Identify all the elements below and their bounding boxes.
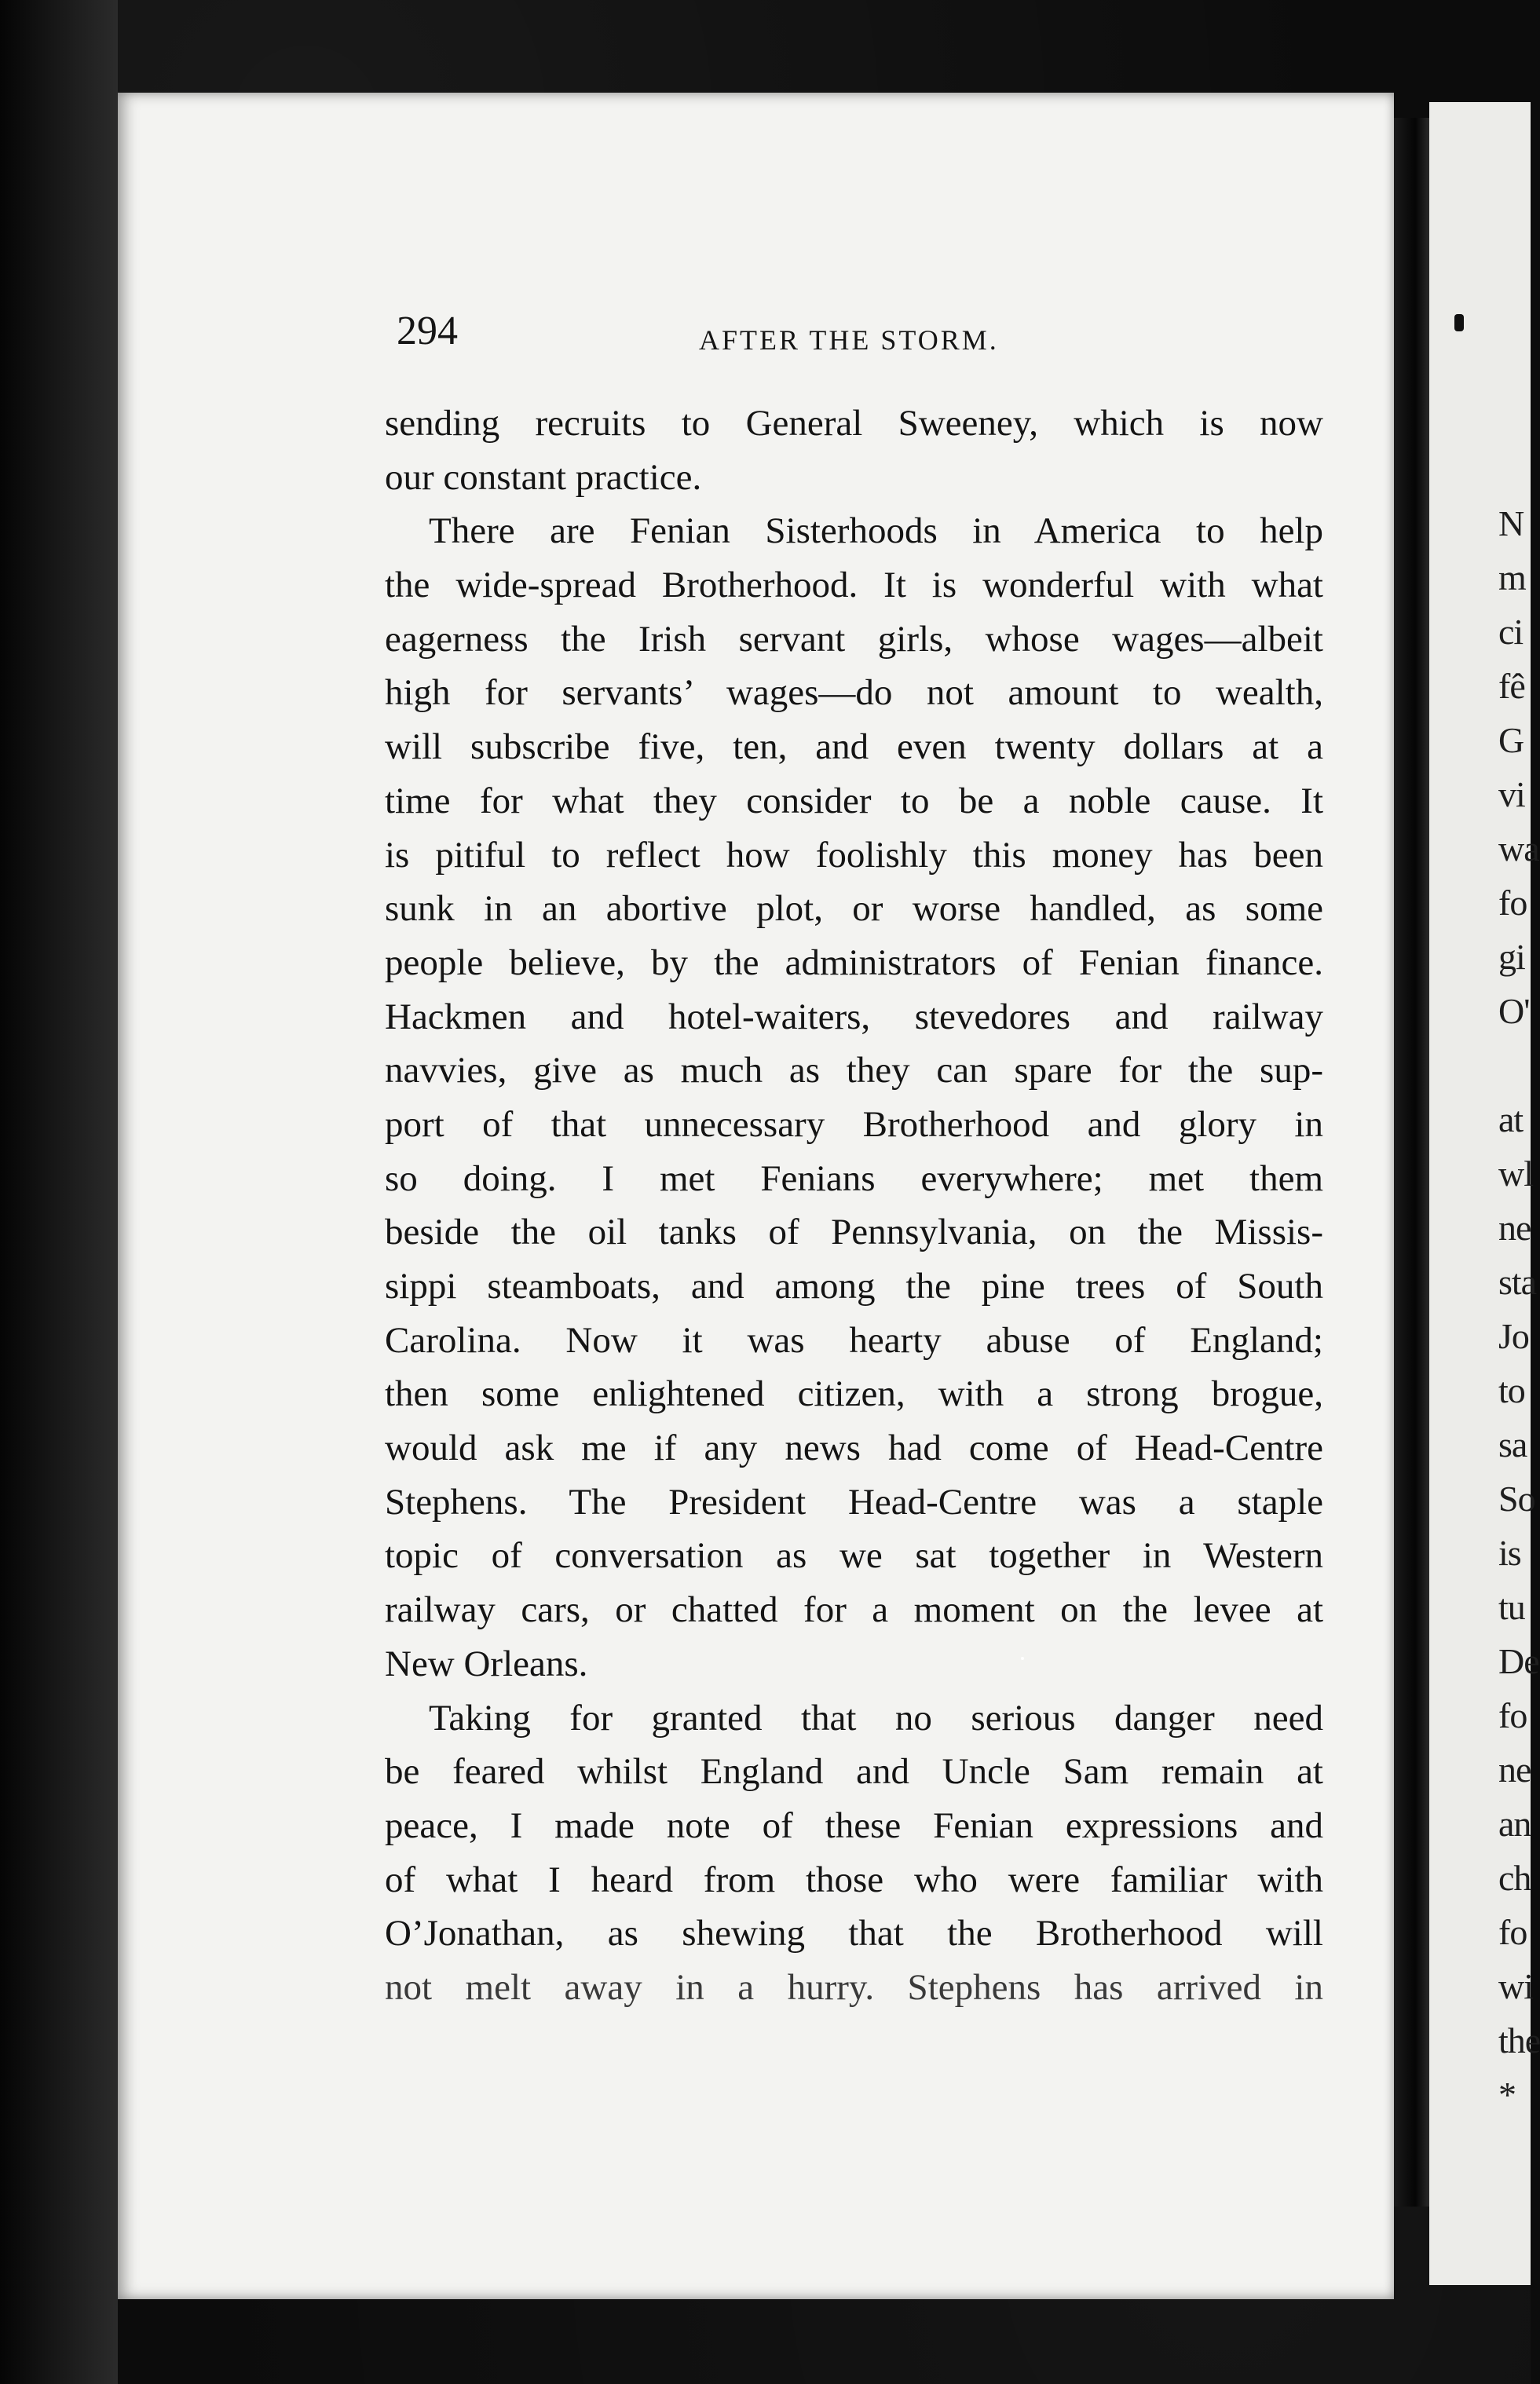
text-line: high for servants’ wages—do not amount to wealth, [385, 672, 1323, 714]
text-line: Taking for granted that no serious danger need [429, 1697, 1323, 1739]
facing-page-fragment: m [1498, 558, 1526, 598]
text-line: beside the oil tanks of Pennsylvania, on the Missis- [385, 1212, 1323, 1253]
facing-page-fragment: fo [1498, 1912, 1527, 1952]
text-line: sunk in an abortive plot, or worse handled, as some [385, 888, 1323, 930]
text-line: sending recruits to General Sweeney, which is now [385, 403, 1323, 444]
text-line: of what I heard from those who were familiar with [385, 1859, 1323, 1900]
facing-page-fragment: wa [1498, 828, 1539, 868]
page-gutter [1394, 118, 1429, 2207]
facing-page-fragment: tu [1498, 1587, 1525, 1627]
text-line: Carolina. Now it was hearty abuse of England; [385, 1319, 1323, 1361]
body-text [385, 397, 1323, 2015]
text-line: railway cars, or chatted for a moment on the levee at [385, 1589, 1323, 1631]
facing-page-fragment: gi [1498, 937, 1525, 977]
facing-page-fragment: De [1498, 1641, 1539, 1681]
facing-page-fragment: So [1498, 1479, 1535, 1519]
facing-page-fragment: fo [1498, 1695, 1527, 1735]
text-line: not melt away in a hurry. Stephens has arrived in [385, 1966, 1323, 2008]
facing-page-fragment: ne [1498, 1208, 1531, 1248]
facing-page-fragment: at [1498, 1099, 1524, 1139]
text-line: navvies, give as much as they can spare for the sup- [385, 1050, 1323, 1091]
page-number: 294 [397, 309, 458, 353]
text-line: people believe, by the administrators of Fenian finance. [385, 942, 1323, 983]
text-line: eagerness the Irish servant girls, whose wages—albeit [385, 618, 1323, 660]
text-line: topic of conversation as we sat together in Western [385, 1535, 1323, 1577]
facing-page-fragment: sa [1498, 1424, 1527, 1464]
text-line: Hackmen and hotel-waiters, stevedores and railway [385, 996, 1323, 1037]
text-line: peace, I made note of these Fenian expressions and [385, 1804, 1323, 1846]
running-head: AFTER THE STORM. [699, 324, 999, 356]
text-line: sippi steamboats, and among the pine trees of South [385, 1266, 1323, 1307]
text-line: is pitiful to reflect how foolishly this money has been [385, 834, 1323, 876]
text-line: would ask me if any news had come of Head-Centre [385, 1428, 1323, 1469]
facing-page-fragment: * [1498, 2075, 1516, 2115]
facing-page-fragment: an [1498, 1804, 1531, 1844]
text-line: so doing. I met Fenians everywhere; met them [385, 1157, 1323, 1199]
facing-page-fragment: Jo [1498, 1316, 1529, 1356]
text-line: O’Jonathan, as shewing that the Brotherhood will [385, 1913, 1323, 1954]
text-line: will subscribe five, ten, and even twenty dollars at a [385, 726, 1323, 768]
binding-shadow [0, 0, 118, 2384]
facing-page-fragment: O' [1498, 991, 1530, 1031]
film-speck [1021, 1657, 1024, 1660]
facing-page-fragment: ch [1498, 1858, 1531, 1898]
facing-page-fragment: wi [1498, 1966, 1533, 2006]
text-line: be feared whilst England and Uncle Sam remain at [385, 1751, 1323, 1793]
facing-page-fragment: the [1498, 2020, 1540, 2060]
text-line: Stephens. The President Head-Centre was a staple [385, 1481, 1323, 1523]
text-line: the wide-spread Brotherhood. It is wonderful with what [385, 565, 1323, 606]
facing-page-fragment: ne [1498, 1750, 1531, 1790]
text-line: our constant practice. [385, 456, 702, 498]
facing-page-mark [1454, 314, 1464, 331]
text-line: New Orleans. [385, 1643, 588, 1684]
facing-page-fragment: vi [1498, 774, 1525, 814]
text-line: port of that unnecessary Brotherhood and glory in [385, 1103, 1323, 1145]
facing-page-fragment: is [1498, 1533, 1521, 1573]
text-line: There are Fenian Sisterhoods in America to help [429, 510, 1323, 552]
facing-page-fragment: fê [1498, 666, 1525, 706]
text-line: then some enlightened citizen, with a strong brogue, [385, 1373, 1323, 1415]
facing-page-fragment: G [1498, 720, 1524, 760]
facing-page-fragment: wl [1498, 1154, 1533, 1194]
facing-page-fragment: ci [1498, 612, 1524, 652]
facing-page-fragment: fo [1498, 883, 1527, 923]
text-line: time for what they consider to be a noble cause. It [385, 780, 1323, 821]
facing-page-fragment: sta [1498, 1262, 1537, 1302]
page-header [397, 308, 1335, 363]
facing-page-edge [1429, 102, 1540, 2285]
facing-page-fragment: to [1498, 1370, 1525, 1410]
facing-page-fragment: N [1498, 503, 1524, 543]
